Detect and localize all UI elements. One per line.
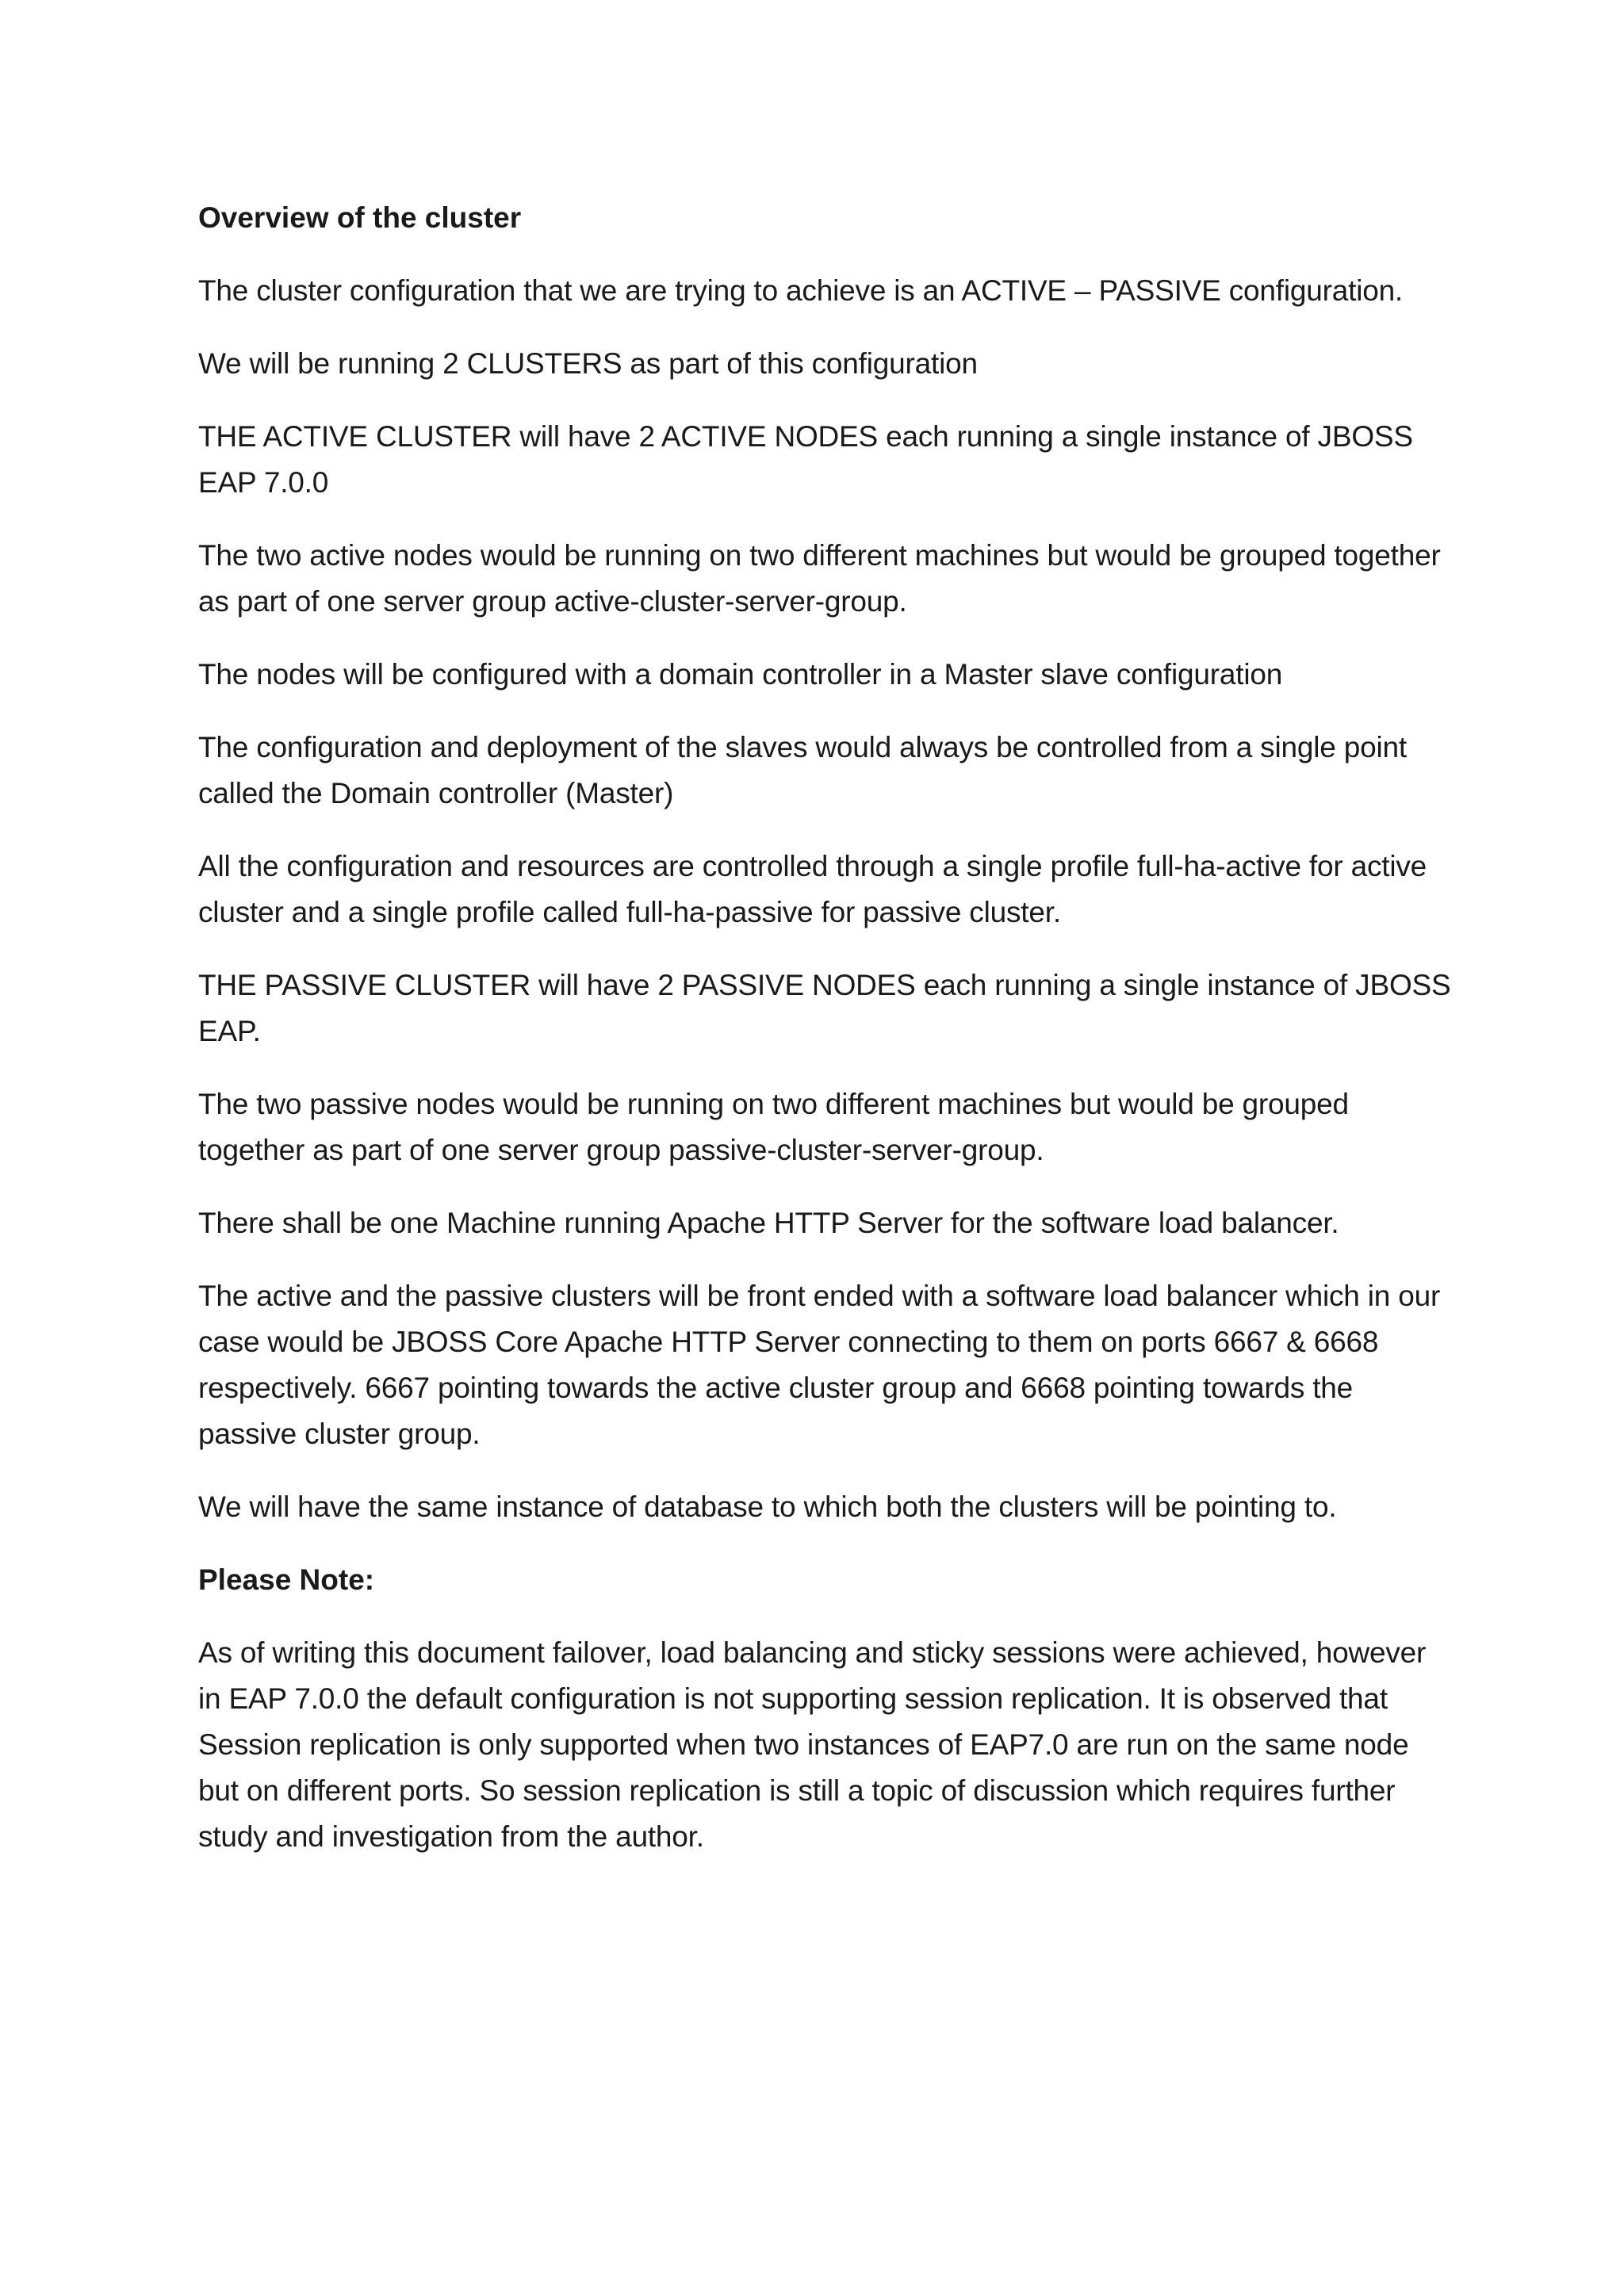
paragraph-6: The configuration and deployment of the slaves would always be controlled from a single point called the Domain controller (Master) — [198, 731, 1407, 809]
note-paragraph: As of writing this document failover, load balancing and sticky sessions were achieved, however in EAP 7.0.0 the default configuration is not supporting session replication. It is observed that Session replication is only supported when two instances of EAP7.0 are run on the same node but on different ports. So session replication is still a topic of discussion which requires further study and investigation from the author. — [198, 1636, 1427, 1853]
paragraph-2: We will be running 2 CLUSTERS as part of this configuration — [198, 347, 978, 380]
paragraph-12: We will have the same instance of database to which both the clusters will be pointing to. — [198, 1490, 1337, 1523]
paragraph-8: THE PASSIVE CLUSTER will have 2 PASSIVE NODES each running a single instance of JBOSS EAP. — [198, 969, 1451, 1047]
paragraph-4: The two active nodes would be running on two different machines but would be grouped together as part of one server group active-cluster-server-group. — [198, 539, 1441, 618]
heading-please-note: Please Note: — [198, 1563, 375, 1596]
paragraph-5: The nodes will be configured with a domain controller in a Master slave configuration — [198, 658, 1283, 691]
heading-overview: Overview of the cluster — [198, 201, 522, 234]
paragraph-1: The cluster configuration that we are trying to achieve is an ACTIVE – PASSIVE configuration. — [198, 274, 1404, 307]
paragraph-3: THE ACTIVE CLUSTER will have 2 ACTIVE NODES each running a single instance of JBOSS EAP 7.0.0 — [198, 420, 1413, 499]
paragraph-7: All the configuration and resources are controlled through a single profile full-ha-active for active cluster and a single profile called full-ha-passive for passive cluster. — [198, 850, 1427, 928]
paragraph-10: There shall be one Machine running Apache HTTP Server for the software load balancer. — [198, 1207, 1339, 1239]
document-page — [198, 195, 1451, 1887]
paragraph-11: The active and the passive clusters will be front ended with a software load balancer which in our case would be JBOSS Core Apache HTTP Server connecting to them on ports 6667 & 6668 respectively. 6667 pointing towards the active cluster group and 6668 pointing towards the passive cluster group. — [198, 1280, 1441, 1450]
paragraph-9: The two passive nodes would be running on two different machines but would be grouped together as part of one server group passive-cluster-server-group. — [198, 1088, 1349, 1166]
